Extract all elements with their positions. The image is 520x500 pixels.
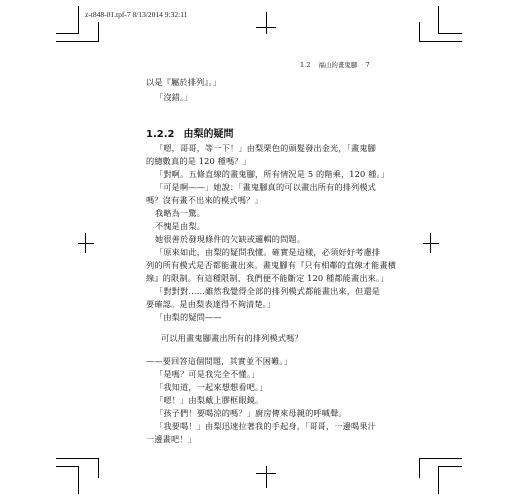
text-line: 不愧是由梨。 — [155, 221, 206, 231]
crop-mark — [438, 466, 439, 494]
text-line: 「原來如此，由梨的疑問我懂。確實是這樣，必須好好考慮排 — [155, 247, 381, 257]
running-head — [300, 60, 370, 69]
text-line: 「嗯，哥哥，等一下！」由梨栗色的頭髮發出金光，「畫鬼腳 — [155, 143, 377, 153]
text-line: ——要回答這個問題，其實並不困難。」 — [146, 356, 292, 366]
crop-mark — [78, 243, 94, 244]
text-line: 「由梨的疑問—— — [155, 312, 222, 322]
crop-mark — [56, 41, 98, 42]
text-line: 「可是啊——」她說：「畫鬼腳真的可以畫出所有的排列模式 — [155, 182, 377, 192]
crop-mark — [56, 33, 79, 34]
crop-mark — [266, 12, 267, 34]
crop-mark — [423, 243, 439, 244]
crop-mark — [438, 33, 462, 34]
crop-mark — [419, 22, 420, 42]
section-heading — [146, 125, 233, 140]
crop-mark — [98, 458, 99, 478]
text-line: 要確認。是由梨表達得不夠清楚。」 — [146, 299, 276, 309]
crop-mark — [56, 458, 98, 459]
page-number: 7 — [365, 61, 370, 69]
crop-mark — [438, 6, 439, 34]
crop-mark — [256, 473, 276, 474]
text-line: 線』的限制。有這種限制，我們便不能斷定 120 種都能畫出來。」 — [146, 273, 389, 283]
section-title: 由梨的疑問 — [183, 129, 234, 140]
text-line: 我略為一驚。 — [155, 208, 206, 218]
text-line: 「嗯！」由梨戴上膠框眼鏡。 — [155, 395, 264, 405]
crop-mark — [438, 466, 462, 467]
text-line: 「我要喝！」由梨迅速拉著我的手起身，「哥哥，一邊喝果汁 — [155, 421, 377, 431]
running-head-section: 1.2 — [300, 61, 311, 69]
text-line: 「我知道，一起來想想看吧。」 — [155, 382, 268, 392]
text-line: 可以用畫鬼腳畫出所有的排列模式嗎？ — [161, 333, 303, 343]
text-line: 列的所有模式是否都能畫出來。畫鬼腳有『只有相鄰的直線才能畫橫 — [146, 260, 397, 270]
crop-mark — [78, 466, 79, 494]
crop-mark — [98, 22, 99, 42]
crop-mark — [256, 27, 276, 28]
crop-mark — [266, 466, 267, 488]
section-number: 1.2.2 — [146, 129, 175, 140]
text-line: 「孩子們！要喝涼的嗎？」廚房傳來母親的呼喊聲。 — [155, 408, 347, 418]
crop-mark — [419, 41, 462, 42]
text-line: 她很善於發現條件的欠缺或邏輯的問題。 — [155, 234, 306, 244]
crop-mark — [419, 458, 420, 478]
crop-mark — [56, 466, 79, 467]
text-line: 「對啊。五條直線的畫鬼腳，所有情況是 5 的階乘，120 種。」 — [155, 169, 390, 179]
text-line: 「沒錯。」 — [155, 92, 193, 102]
crop-mark — [78, 6, 79, 34]
text-line: 一邊畫吧！」 — [146, 434, 197, 444]
proof-header: z-t848-01.tpf-7 8/13/2014 9:32:11 — [85, 10, 188, 19]
text-line: 嗎？沒有畫不出來的模式嗎？」 — [146, 195, 263, 205]
text-line: 「是嗎？可是我完全不懂。」 — [155, 369, 260, 379]
text-line: 的總數真的是 120 種嗎？」 — [146, 156, 251, 166]
crop-mark — [419, 458, 462, 459]
text-line: 以是『屬於排列』。」 — [146, 77, 222, 87]
text-line: 「對對對……雖然我覺得全部的排列模式都能畫出來，但還是 — [155, 286, 381, 296]
running-head-title: 福山的畫鬼腳 — [318, 61, 358, 69]
